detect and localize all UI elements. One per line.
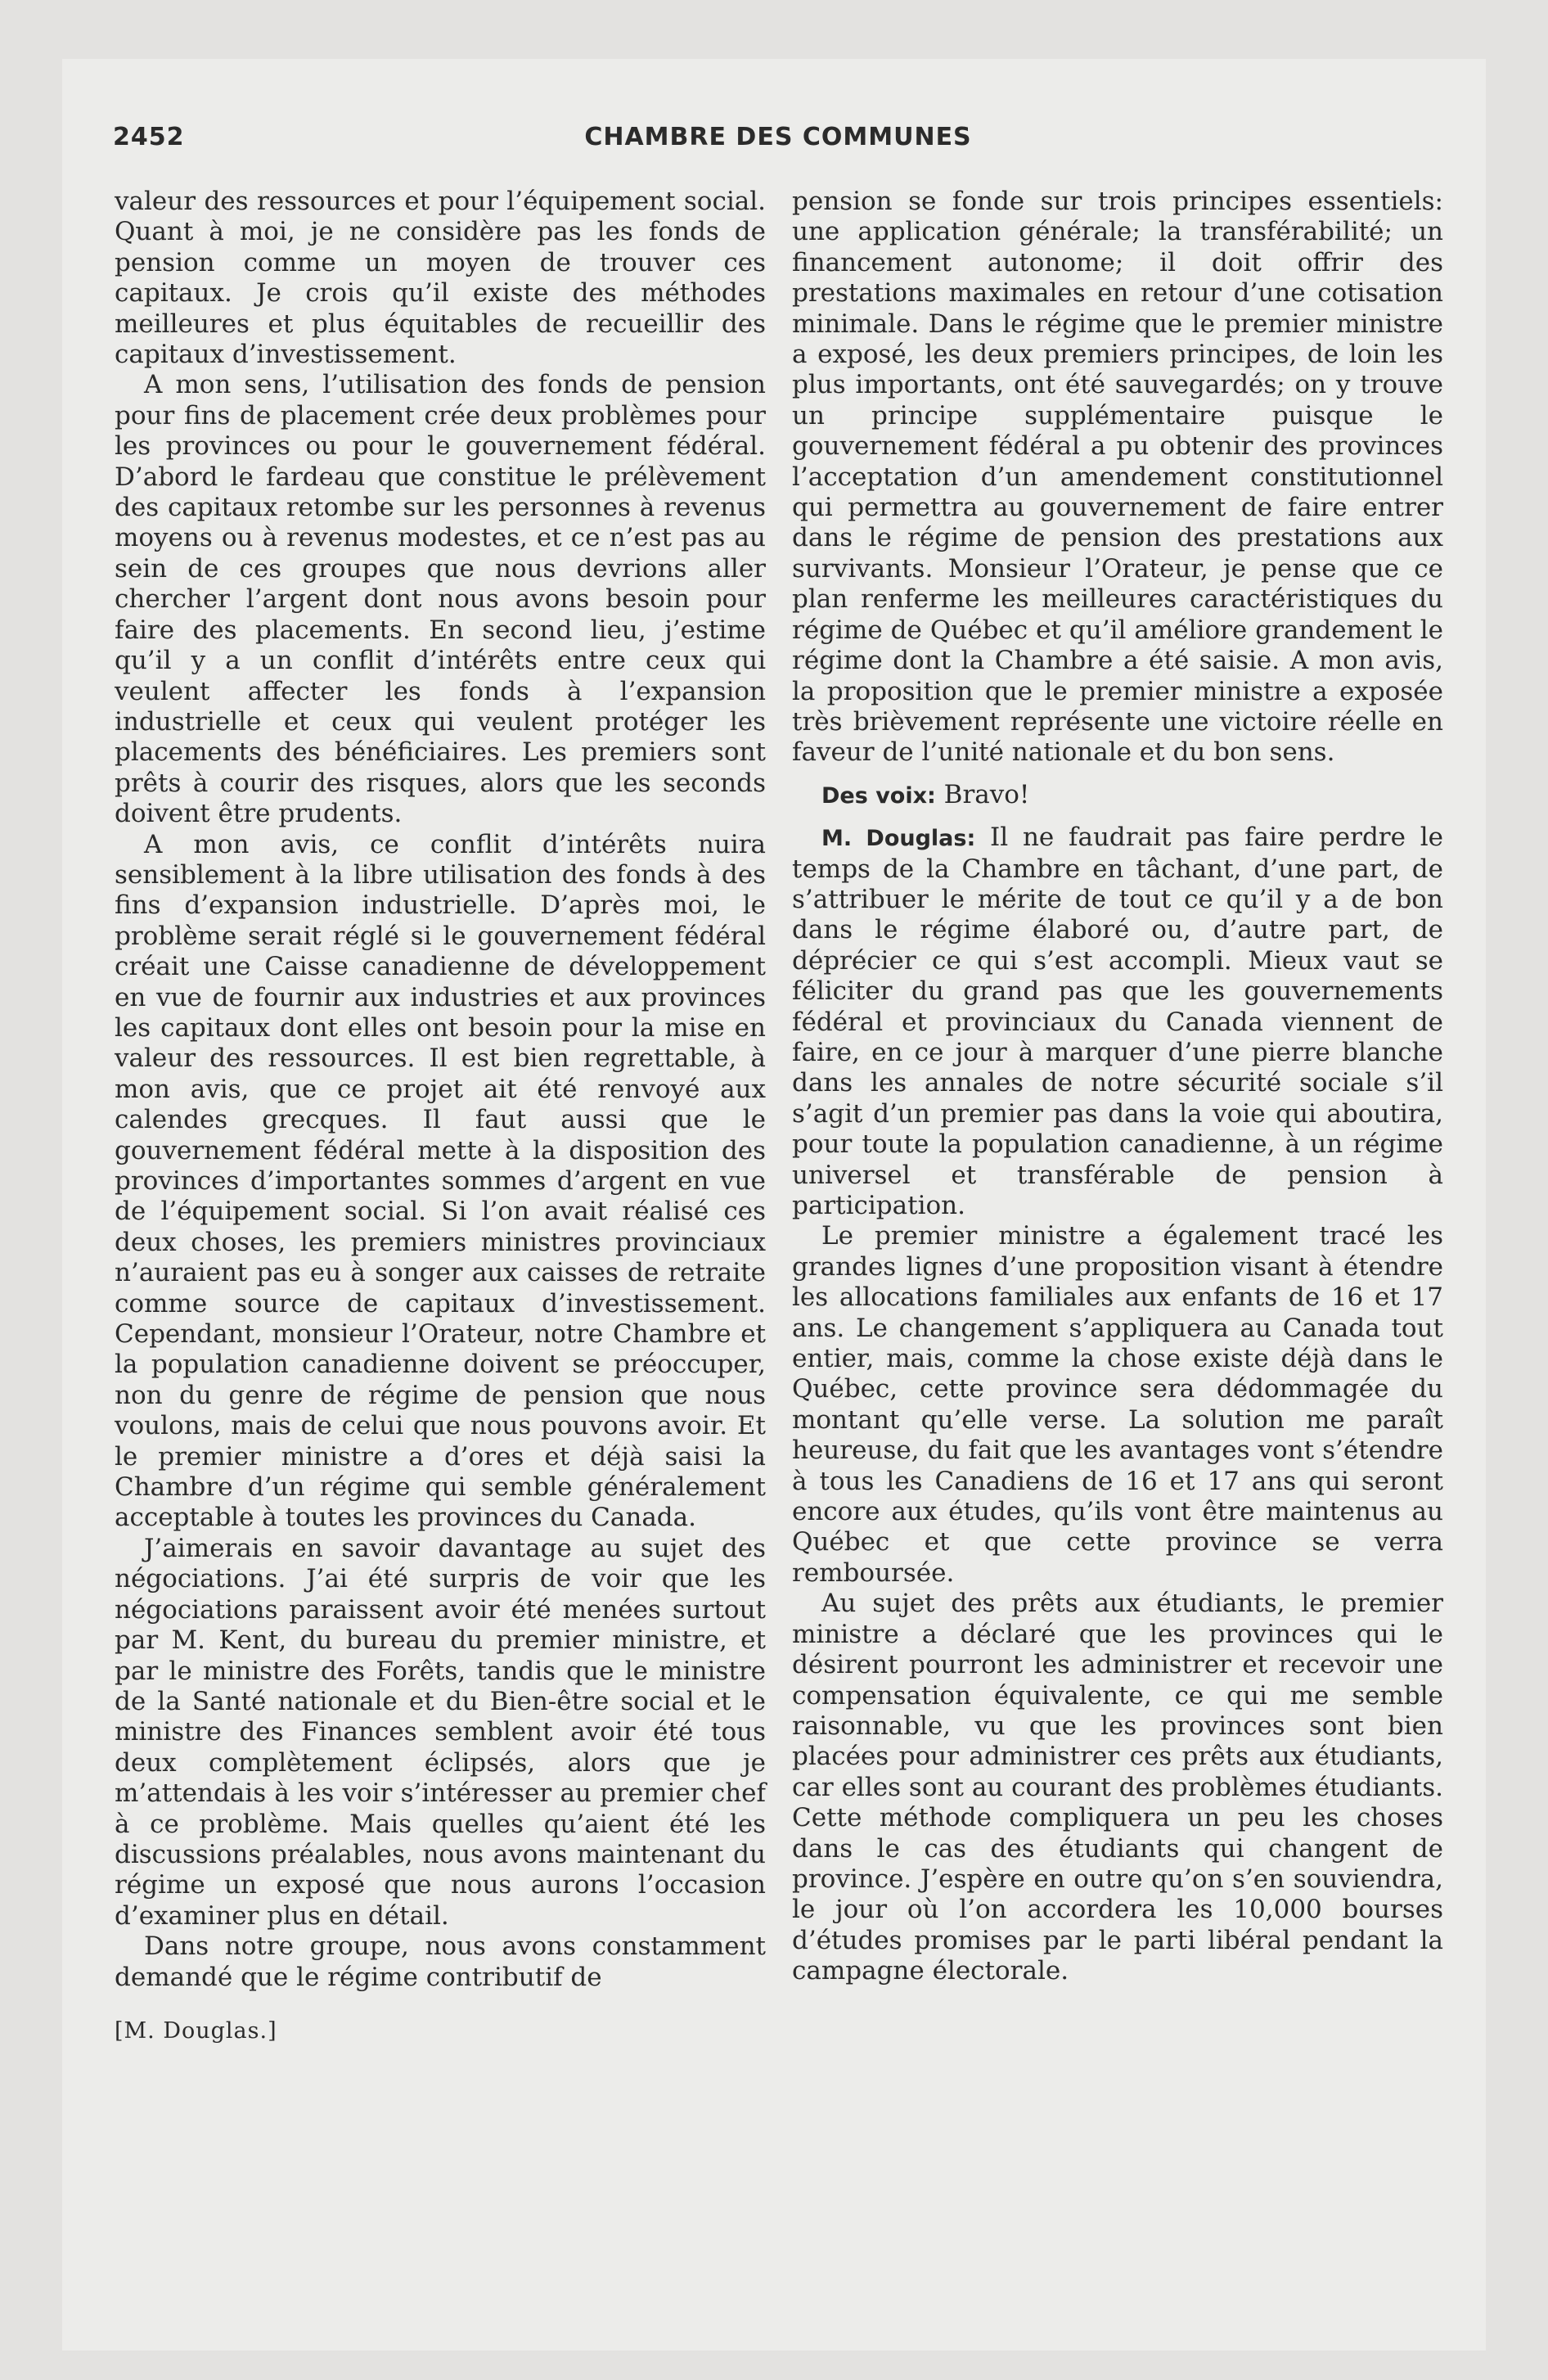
interjection-text: Bravo! — [943, 779, 1030, 809]
paragraph: Le premier ministre a également tracé les grandes lignes d’une proposition visant à étendre les allocations familiales aux enfants de 16 et 17 ans. Le changement s’appliquera au Canada tout entier, mais, comme la chose existe déjà dans le Québec, cette province sera dédommagée du montant qu’elle verse. La solution me paraît heureuse, du fait que les avantages vont s’étendre à tous les Canadiens de 16 et 17 ans qui seront encore aux études, qu’ils vont être maintenus au Québec et que cette province se verra remboursée. — [792, 1221, 1443, 1588]
left-column — [115, 187, 766, 2046]
paragraph: A mon sens, l’utilisation des fonds de pension pour fins de placement crée deux problèmes pour les provinces ou pour le gouvernement fédéral. D’abord le fardeau que constitue le prélèvement des capitaux retombe sur les personnes à revenus moyens ou à revenus modestes, et ce n’est pas au sein de ces groupes que nous devrions aller chercher l’argent dont nous avons besoin pour faire des placements. En second lieu, j’estime qu’il y a un conflit d’intérêts entre ceux qui veulent affecter les fonds à l’expansion industrielle et ceux qui veulent protéger les placements des bénéficiaires. Les premiers sont prêts à courir des risques, alors que les seconds doivent être prudents. — [115, 370, 766, 829]
speech-text: Il ne faudrait pas faire perdre le temps de la Chambre en tâchant, d’une part, de s’attribuer le mérite de tout ce qu’il y a de bon dans le régime élaboré ou, d’autre part, de déprécier ce qui s’est accompli. Mieux vaut se féliciter du grand pas que les gouvernements fédéral et provinciaux du Canada viennent de faire, en ce jour à marquer d’une pierre blanche dans les annales de notre sécurité sociale s’il s’agit d’un premier pas dans la voie qui aboutira, pour toute la population canadienne, à un régime universel et transférable de pension à participation. — [792, 823, 1443, 1220]
paragraph: A mon avis, ce conflit d’intérêts nuira sensiblement à la libre utilisation des fonds à des fins d’expansion industrielle. D’après moi, le problème serait réglé si le gouvernement fédéral créait une Caisse canadienne de développement en vue de fournir aux industries et aux provinces les capitaux dont elles ont besoin pour la mise en valeur des ressources. Il est bien regrettable, à mon avis, que ce projet ait été renvoyé aux calendes grecques. Il faut aussi que le gouvernement fédéral mette à la disposition des provinces d’importantes sommes d’argent en vue de l’équipement social. Si l’on avait réalisé ces deux choses, les premiers ministres provinciaux n’auraient pas eu à songer aux caisses de retraite comme source de capitaux d’investissement. Cependant, monsieur l’Orateur, notre Chambre et la population canadienne doivent se préoccuper, non du genre de régime de pension que nous voulons, mais de celui que nous pouvons avoir. Et le premier ministre a d’ores et déjà saisi la Chambre d’un régime qui semble généralement acceptable à toutes les provinces du Canada. — [115, 829, 766, 1533]
running-head: CHAMBRE DES COMMUNES — [584, 123, 972, 151]
paragraph: J’aimerais en savoir davantage au sujet des négociations. J’ai été surpris de voir que les négociations paraissent avoir été menées surtout par M. Kent, du bureau du premier ministre, et par le ministre des Forêts, tandis que le ministre de la Santé nationale et du Bien-être social et le ministre des Finances semblent avoir été tous deux complètement éclipsés, alors que je m’attendais à les voir s’intéresser au premier chef à ce problème. Mais quelles qu’aient été les discussions préalables, nous avons maintenant du régime un exposé que nous aurons l’occasion d’examiner plus en détail. — [115, 1533, 766, 1931]
right-column — [792, 187, 1443, 1987]
page-header — [113, 123, 1443, 167]
speaker-attribution: [M. Douglas.] — [115, 2017, 277, 2044]
speech — [792, 823, 1443, 1221]
page-number: 2452 — [113, 123, 185, 151]
paragraph: valeur des ressources et pour l’équipement social. Quant à moi, je ne considère pas les fonds de pension comme un moyen de trouver ces capitaux. Je crois qu’il existe des méthodes meilleures et plus équitables de recueillir des capitaux d’investissement. — [115, 187, 766, 370]
interjection — [792, 780, 1443, 811]
paragraph: Dans notre groupe, nous avons constamment demandé que le régime contributif de — [115, 1931, 766, 1992]
paragraph: pension se fonde sur trois principes essentiels: une application générale; la transférabilité; un financement autonome; il doit offrir des prestations maximales en retour d’une cotisation minimale. Dans le régime que le premier ministre a exposé, les deux premiers principes, de loin les plus importants, ont été sauvegardés; on y trouve un principe supplémentaire puisque le gouvernement fédéral a pu obtenir des provinces l’acceptation d’un amendement constitutionnel qui permettra au gouvernement de faire entrer dans le régime de pension des prestations aux survivants. Monsieur l’Orateur, je pense que ce plan renferme les meilleures caractéristiques du régime de Québec et qu’il améliore grandement le régime dont la Chambre a été saisie. A mon avis, la proposition que le premier ministre a exposée très brièvement représente une victoire réelle en faveur de l’unité nationale et du bon sens. — [792, 187, 1443, 768]
paragraph: Au sujet des prêts aux étudiants, le premier ministre a déclaré que les provinces qui le désirent pourront les administrer et recevoir une compensation équivalente, ce qui me semble raisonnable, vu que les provinces sont bien placées pour administrer ces prêts aux étudiants, car elles sont au courant des problèmes étudiants. Cette méthode compliquera un peu les choses dans le cas des étudiants qui changent de province. J’espère en outre qu’on s’en souviendra, le jour où l’on accordera les 10,000 bourses d’études promises par le parti libéral pendant la campagne électorale. — [792, 1589, 1443, 1986]
speaker-name: Des voix: — [821, 782, 936, 809]
speaker-name: M. Douglas: — [821, 826, 976, 852]
